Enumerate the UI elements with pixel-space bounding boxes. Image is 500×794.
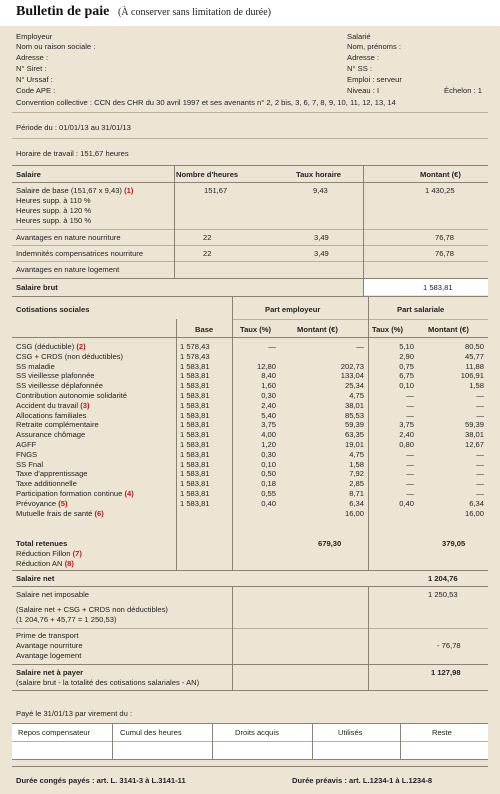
- employee-name: Nom, prénoms :: [347, 42, 402, 51]
- contribution-ea-cell: 133,04: [340, 371, 364, 381]
- contribution-base-cell: 1 583,81: [180, 459, 210, 469]
- leave-header-compensatory: Repos compensateur: [18, 728, 91, 737]
- contribution-label: AGFF: [16, 440, 37, 449]
- contribution-base-cell: 1 583,81: [180, 479, 210, 489]
- divider: [232, 297, 233, 570]
- contribution-label: SS vieillesse plafonnée: [16, 371, 95, 381]
- contribution-sa-cell: 6,34: [469, 498, 484, 508]
- taxable-net-amount: 1 250,53: [428, 590, 458, 599]
- total-employer: 679,30: [318, 539, 342, 548]
- an-reduction: Réduction AN (8): [16, 559, 74, 568]
- contribution-ea-cell: 1,58: [349, 459, 364, 469]
- contribution-base-cell: 1 578,43: [180, 342, 210, 351]
- divider: [232, 319, 488, 320]
- contribution-sa-cell: —: [476, 469, 484, 479]
- contribution-sa-cell: —: [476, 449, 484, 459]
- divider: [174, 166, 175, 279]
- salary-row-label: Avantages en nature nourriture: [16, 233, 121, 242]
- contribution-label: Taxe d'apprentissage: [16, 469, 88, 479]
- overtime-120: Heures supp. à 120 %: [16, 206, 92, 215]
- amount-header: Montant (€): [420, 170, 461, 179]
- divider: [12, 245, 488, 246]
- divider: [368, 586, 369, 690]
- divider: [12, 138, 488, 139]
- contribution-sr-cell: —: [406, 400, 414, 410]
- pay-period: Période du : 01/01/13 au 31/01/13: [16, 123, 131, 132]
- contribution-sa-cell: —: [476, 400, 484, 410]
- employee-level: Niveau : I: [347, 86, 380, 95]
- transport-bonus-label: Prime de transport: [16, 631, 79, 640]
- contribution-base-cell: 1 583,81: [180, 371, 210, 381]
- contribution-sr-cell: 2,90: [399, 351, 414, 361]
- divider: [12, 723, 488, 724]
- contribution-sa-cell: 59,39: [464, 420, 484, 430]
- divider: [368, 297, 369, 570]
- contribution-sa-cell: —: [476, 391, 484, 400]
- contribution-label: FNGS: [16, 449, 38, 459]
- note-ref: (5): [58, 498, 68, 508]
- divider: [12, 261, 488, 262]
- employer-amount-header: Montant (€): [297, 325, 338, 334]
- contribution-label: SS vieillesse déplafonnée: [16, 381, 103, 391]
- contribution-label: Prévoyance (5): [16, 498, 68, 508]
- taxable-net-label: Salaire net imposable: [16, 590, 90, 599]
- divider: [12, 229, 488, 230]
- contribution-ea-cell: 7,92: [349, 469, 364, 479]
- contribution-sr-cell: —: [406, 391, 414, 400]
- contribution-ea-cell: 202,73: [340, 361, 364, 371]
- base-rate: 9,43: [313, 186, 328, 195]
- contribution-ea-cell: 59,39: [344, 420, 364, 430]
- contribution-base-cell: 1 583,81: [180, 489, 210, 498]
- salary-row-label: Avantages en nature logement: [16, 265, 120, 274]
- contribution-ea-cell: —: [356, 342, 364, 351]
- contribution-label: Taxe additionnelle: [16, 479, 77, 489]
- divider: [400, 723, 401, 759]
- contribution-sr-cell: —: [406, 469, 414, 479]
- contribution-er-cell: 0,50: [261, 469, 276, 479]
- divider: [12, 165, 488, 166]
- contribution-ea-cell: 63,35: [344, 430, 364, 440]
- employee-share-header: Part salariale: [397, 305, 445, 314]
- contribution-label: CSG (déductible) (2): [16, 342, 86, 351]
- salary-row-rate: 3,49: [314, 249, 329, 258]
- contribution-base-cell: 1 583,81: [180, 498, 210, 508]
- contribution-sa-cell: 16,00: [464, 508, 484, 518]
- contribution-base-cell: 1 583,81: [180, 469, 210, 479]
- leave-header-acquired: Droits acquis: [235, 728, 279, 737]
- contribution-sr-cell: —: [406, 489, 414, 498]
- contribution-base-cell: 1 583,81: [180, 381, 210, 391]
- contribution-sr-cell: —: [406, 410, 414, 420]
- divider: [12, 112, 488, 113]
- divider: [12, 337, 488, 338]
- divider: [12, 741, 488, 742]
- contribution-base-cell: 1 583,81: [180, 400, 210, 410]
- base-salary-label: Salaire de base (151,67 x 9,43) (1): [16, 186, 134, 195]
- contribution-base-cell: 1 578,43: [180, 351, 210, 361]
- contributions-section-title: Cotisations sociales: [16, 305, 90, 314]
- employer-rate-header: Taux (%): [240, 325, 272, 334]
- employer-siret: N° Siret :: [16, 64, 47, 73]
- gross-salary-label: Salaire brut: [16, 283, 58, 292]
- payment-date: Payé le 31/01/13 par virement du :: [16, 709, 133, 718]
- contribution-sa-cell: 1,58: [469, 381, 484, 391]
- net-pay-amount: 1 127,98: [431, 668, 461, 677]
- contribution-sa-cell: —: [476, 479, 484, 489]
- total-deductions-label: Total retenues: [16, 539, 68, 548]
- net-salary-label: Salaire net: [16, 574, 55, 583]
- housing-benefit-label: Avantage logement: [16, 651, 82, 660]
- contribution-label: Mutuelle frais de santé (6): [16, 508, 104, 518]
- contribution-sr-cell: 0,40: [399, 498, 414, 508]
- note-ref: (1): [124, 186, 134, 195]
- paid-leave-reference: Durée congés payés : art. L. 3141-3 à L.3141-11: [16, 776, 186, 785]
- divider: [12, 759, 488, 760]
- contribution-sr-cell: 5,10: [399, 342, 414, 351]
- note-ref: (6): [94, 508, 104, 518]
- leave-header-used: Utilisés: [338, 728, 363, 737]
- contribution-label: Participation formation continue (4): [16, 489, 134, 498]
- base-column-header: Base: [195, 325, 214, 334]
- note-ref: (7): [72, 549, 82, 558]
- divider: [12, 766, 488, 767]
- note-ref: (3): [80, 400, 90, 410]
- leave-header-remaining: Reste: [432, 728, 452, 737]
- employee-echelon: Échelon : 1: [444, 86, 482, 95]
- contribution-ea-cell: 4,75: [349, 449, 364, 459]
- contribution-er-cell: 8,40: [261, 371, 276, 381]
- divider: [112, 723, 113, 759]
- divider: [12, 628, 488, 629]
- salary-row-rate: 3,49: [314, 233, 329, 242]
- employer-address: Adresse :: [16, 53, 49, 62]
- divider: [12, 570, 488, 571]
- contribution-sa-cell: —: [476, 459, 484, 469]
- contribution-sa-cell: 80,50: [464, 342, 484, 351]
- contribution-sr-cell: —: [406, 449, 414, 459]
- contribution-sr-cell: 6,75: [399, 371, 414, 381]
- contribution-label: Assurance chômage: [16, 430, 86, 440]
- contribution-ea-cell: 19,01: [344, 440, 364, 449]
- contribution-er-cell: 1,20: [261, 440, 276, 449]
- contribution-ea-cell: 8,71: [349, 489, 364, 498]
- contribution-sa-cell: 38,01: [464, 430, 484, 440]
- divider: [312, 723, 313, 759]
- base-amount: 1 430,25: [425, 186, 455, 195]
- notice-period-reference: Durée préavis : art. L.1234-1 à L.1234-8: [292, 776, 433, 785]
- contribution-label: Retraite complémentaire: [16, 420, 99, 430]
- employer-share-header: Part employeur: [265, 305, 321, 314]
- employee-job: Emploi : serveur: [347, 75, 402, 84]
- contribution-er-cell: 1,60: [261, 381, 276, 391]
- contribution-ea-cell: 85,53: [344, 410, 364, 420]
- contribution-sr-cell: —: [406, 479, 414, 489]
- taxable-net-formula: (Salaire net + CSG + CRDS non déductibles): [16, 605, 168, 614]
- contribution-sr-cell: 0,10: [399, 381, 414, 391]
- contribution-er-cell: 0,10: [261, 459, 276, 469]
- working-hours: Horaire de travail : 151,67 heures: [16, 149, 129, 158]
- employee-address: Adresse :: [347, 53, 380, 62]
- contribution-sa-cell: 11,88: [465, 361, 484, 371]
- employee-heading: Salarié: [347, 32, 371, 41]
- contribution-base-cell: 1 583,81: [180, 361, 210, 371]
- divider: [176, 319, 177, 570]
- contribution-er-cell: 0,18: [261, 479, 276, 489]
- salary-header: Salaire: [16, 170, 41, 179]
- contribution-label: Allocations familiales: [16, 410, 87, 420]
- payslip-sheet: [0, 26, 500, 794]
- contribution-label: SS maladie: [16, 361, 55, 371]
- contribution-er-cell: 12,80: [256, 361, 276, 371]
- page-subtitle: (À conserver sans limitation de durée): [118, 7, 272, 18]
- contribution-er-cell: 0,30: [261, 449, 276, 459]
- employer-urssaf: N° Urssaf :: [16, 75, 53, 84]
- contribution-label: CSG + CRDS (non déductibles): [16, 351, 123, 361]
- contribution-sa-cell: 106,91: [460, 371, 484, 381]
- contribution-sa-cell: 12,67: [464, 440, 484, 449]
- gross-salary-amount: 1 583,81: [423, 283, 453, 292]
- fillon-reduction: Réduction Fillon (7): [16, 549, 82, 558]
- contribution-sr-cell: 3,75: [399, 420, 414, 430]
- salary-row-hours: 22: [203, 233, 212, 242]
- contribution-ea-cell: 2,85: [349, 479, 364, 489]
- employee-ss-number: N° SS :: [347, 64, 372, 73]
- contribution-sa-cell: —: [476, 489, 484, 498]
- rate-header: Taux horaire: [296, 170, 342, 179]
- divider: [12, 182, 488, 183]
- contribution-er-cell: 3,75: [261, 420, 276, 430]
- contribution-label: Contribution autonomie solidarité: [16, 391, 128, 400]
- contribution-er-cell: 0,30: [261, 391, 276, 400]
- contribution-base-cell: 1 583,81: [180, 420, 210, 430]
- employer-name: Nom ou raison sociale :: [16, 42, 96, 51]
- net-pay-note: (salaire brut - la totalité des cotisations salariales - AN): [16, 678, 200, 687]
- food-benefit-label: Avantage nourriture: [16, 641, 83, 650]
- employee-rate-header: Taux (%): [372, 325, 404, 334]
- contribution-er-cell: 0,40: [261, 498, 276, 508]
- contribution-label: Accident du travail (3): [16, 400, 90, 410]
- salary-row-amount: 76,78: [435, 249, 455, 258]
- contribution-base-cell: 1 583,81: [180, 410, 210, 420]
- contribution-sr-cell: 2,40: [399, 430, 414, 440]
- page-title: Bulletin de paie: [16, 4, 110, 19]
- contribution-er-cell: 0,55: [261, 489, 276, 498]
- contribution-ea-cell: 38,01: [344, 400, 364, 410]
- hours-header: Nombre d'heures: [176, 170, 239, 179]
- total-employee: 379,05: [442, 539, 466, 548]
- overtime-110: Heures supp. à 110 %: [16, 196, 91, 205]
- divider: [212, 723, 213, 759]
- employer-ape: Code APE :: [16, 86, 56, 95]
- leave-header-cumulative: Cumul des heures: [120, 728, 182, 737]
- contribution-ea-cell: 4,75: [349, 391, 364, 400]
- contribution-sr-cell: 0,80: [399, 440, 414, 449]
- collective-agreement: Convention collective : CCN des CHR du 30 avril 1997 et ses avenants n° 2, 2 bis, 3, 6, 7, 8, 9, 10, 11, 12, 13, 14: [16, 98, 396, 107]
- contribution-sa-cell: —: [476, 410, 484, 420]
- note-ref: (4): [124, 489, 134, 498]
- food-benefit-amount: - 76,78: [437, 641, 461, 650]
- contribution-base-cell: 1 583,81: [180, 430, 210, 440]
- divider: [12, 586, 488, 587]
- divider: [12, 664, 488, 665]
- contribution-er-cell: 4,00: [261, 430, 276, 440]
- net-pay-label: Salaire net à payer: [16, 668, 84, 677]
- contribution-ea-cell: 16,00: [344, 508, 364, 518]
- contribution-ea-cell: 6,34: [349, 498, 364, 508]
- contribution-er-cell: 2,40: [261, 400, 276, 410]
- note-ref: (2): [76, 342, 86, 351]
- salary-row-hours: 22: [203, 249, 212, 258]
- contribution-label: SS Fnal: [16, 459, 44, 469]
- net-salary-amount: 1 204,76: [428, 574, 458, 583]
- contribution-base-cell: 1 583,81: [180, 440, 210, 449]
- note-ref: (8): [64, 559, 74, 568]
- salary-row-label: Indemnités compensatrices nourriture: [16, 249, 144, 258]
- contribution-sa-cell: 45,77: [464, 351, 484, 361]
- divider: [12, 296, 488, 297]
- contribution-ea-cell: 25,34: [344, 381, 364, 391]
- contribution-er-cell: 5,40: [261, 410, 276, 420]
- taxable-net-calculation: (1 204,76 + 45,77 = 1 250,53): [16, 615, 117, 624]
- employee-amount-header: Montant (€): [428, 325, 469, 334]
- divider: [232, 586, 233, 690]
- base-hours: 151,67: [204, 186, 228, 195]
- contribution-base-cell: 1 583,81: [180, 449, 210, 459]
- contribution-base-cell: 1 583,81: [180, 391, 210, 400]
- contribution-sr-cell: 0,75: [399, 361, 414, 371]
- divider: [12, 690, 488, 691]
- employer-heading: Employeur: [16, 32, 53, 41]
- salary-row-amount: 76,78: [435, 233, 455, 242]
- contribution-sr-cell: —: [406, 459, 414, 469]
- contribution-er-cell: —: [268, 342, 276, 351]
- divider: [363, 166, 364, 296]
- overtime-150: Heures supp. à 150 %: [16, 216, 92, 225]
